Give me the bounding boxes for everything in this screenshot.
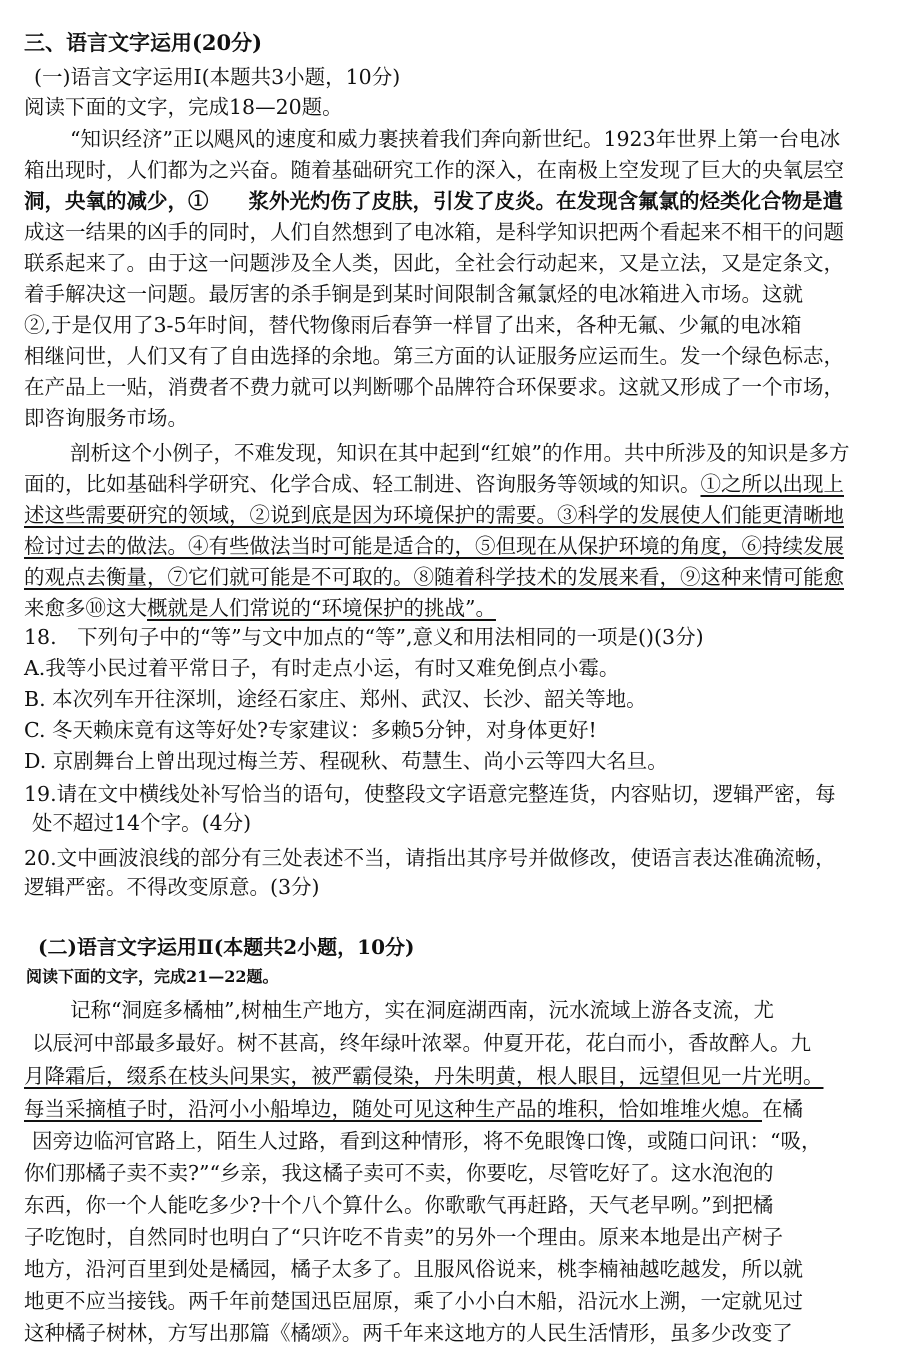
- passage-line: 东西，你一个人能吃多少?十个八个算什么。你歌歌气再赶路，天气老早咧。”到把橘: [24, 1193, 774, 1217]
- wavy-underlined-line: 述这些需要研究的领域，②说到底是因为环境保护的需要。③科学的发展使人们能更清晰地: [24, 503, 844, 527]
- passage-text: 面的，比如基础科学研究、化学合成、轻工制进、咨询服务等领域的知识。: [24, 472, 701, 496]
- passage-line: 记称“洞庭多橘柚”,树柚生产地方，实在洞庭湖西南，沅水流域上游各支流，尤: [70, 998, 774, 1022]
- wavy-underlined-text: ①之所以出现上: [700, 472, 844, 496]
- passage-line: 剖析这个小例子，不难发现，知识在其中起到“红娘”的作用。共中所涉及的知识是多方: [70, 441, 850, 465]
- question-stem: 逻辑严密。不得改变原意。(3分): [24, 875, 320, 899]
- part2-title: (二)语言文字运用Ⅱ(本题共2小题，10分): [38, 935, 415, 959]
- passage-line: 因旁边临河官路上，陌生人过路，看到这种情形，将不免眼馋口馋，或随口问讯：“吸，: [32, 1129, 822, 1153]
- passage-line: 着手解决这一问题。最厉害的杀手锏是到某时间限制含氟氯烃的电冰箱进入市场。这就: [24, 282, 803, 306]
- question-stem: 19.请在文中横线处补写恰当的语句，使整段文字语意完整连货，内容贴切，逻辑严密，每: [24, 782, 836, 806]
- passage-text: 洞，央氧的减少，①: [24, 189, 209, 213]
- option-b: B. 本次列车开往深圳，途经石家庄、郑州、武汉、长沙、韶关等地。: [24, 687, 647, 711]
- option-a: A.我等小民过着平常日子，有时走点小运，有时又难免倒点小霉。: [24, 656, 620, 680]
- question-stem: 20.文中画波浪线的部分有三处表述不当，请指出其序号并做修改，使语言表达准确流畅，: [24, 846, 836, 870]
- passage-line: 你们那橘子卖不卖?”“乡亲，我这橘子卖可不卖，你要吃，尽管吃好了。这水泡泡的: [24, 1161, 774, 1185]
- passage-line: 即咨询服务市场。: [24, 406, 188, 430]
- passage-line: 在产品上一贴，消费者不费力就可以判断哪个品牌符合环保要求。这就又形成了一个市场，: [24, 375, 844, 399]
- passage-line: ②,于是仅用了3-5年时间，替代物像雨后春笋一样冒了出来，各种无氟、少氟的电冰箱: [24, 313, 802, 337]
- passage-line: [24, 469, 844, 499]
- passage-line: 相继问世，人们又有了自由选择的余地。第三方面的认证服务应运而生。发一个绿色标志，: [24, 344, 844, 368]
- passage-text: 浆外光灼伤了皮肤，引发了皮炎。在发现含氟氯的烃类化合物是遣: [248, 189, 843, 213]
- option-c: C. 冬天赖床竟有这等好处?专家建议：多赖5分钟，对身体更好!: [24, 718, 597, 742]
- passage-line: 联系起来了。由于这一问题涉及全人类，因此，全社会行动起来，又是立法，又是定条文，: [24, 251, 844, 275]
- passage-line: 子吃饱时，自然同时也明白了“只许吃不肯卖”的另外一个理由。原来本地是出产树子: [24, 1225, 783, 1249]
- passage-line: 地更不应当接钱。两千年前楚国迅臣屈原，乘了小小白木船，沿沅水上溯，一定就见过: [24, 1289, 803, 1313]
- passage-line: 箱出现时，人们都为之兴奋。随着基础研究工作的深入，在南极上空发现了巨大的央氧层空: [24, 158, 844, 182]
- passage-text: 来愈多⑩这大: [24, 596, 147, 620]
- question-stem: 18. 下列句子中的“等”与文中加点的“等”,意义和用法相同的一项是()(3分): [24, 625, 704, 649]
- passage-line: [24, 1094, 803, 1124]
- passage-text: 在橘: [762, 1097, 803, 1121]
- wavy-underlined-line: 检讨过去的做法。④有些做法当时可能是适合的，⑤但现在从保护环境的角度，⑥持续发展: [24, 534, 844, 558]
- wavy-underlined-text: 概就是人们常说的“环境保护的挑战”。: [147, 596, 496, 620]
- option-d: D. 京剧舞台上曾出现过梅兰芳、程砚秋、苟慧生、尚小云等四大名旦。: [24, 749, 668, 773]
- passage-line: “知识经济”正以飓风的速度和威力裹挟着我们奔向新世纪。1923年世界上第一台电冰: [70, 127, 841, 151]
- wavy-underlined-line: 的观点去衡量，⑦它们就可能是不可取的。⑧随着科学技术的发展来看，⑨这种来情可能愈: [24, 565, 844, 589]
- underlined-text: 每当采摘植子时，沿河小小船埠边，随处可见这种生产品的堆积，恰如堆堆火熄。: [24, 1097, 762, 1121]
- passage-line: [24, 186, 843, 216]
- part1-instruction: 阅读下面的文字，完成18—20题。: [24, 95, 343, 119]
- part2-instruction: 阅读下面的文字，完成21—22题。: [26, 967, 279, 986]
- passage-line: [24, 593, 496, 623]
- part1-title: (一)语言文字运用Ⅰ(本题共3小题，10分): [34, 65, 401, 89]
- underlined-line: 月降霜后，缀系在枝头问果实，被严霸侵染，丹朱明黄，根人眼目，远望但见一片光明。: [24, 1064, 824, 1088]
- passage-line: 这种橘子树林，方写出那篇《橘颂》。两千年来这地方的人民生活情形，虽多少改变了: [24, 1321, 793, 1345]
- passage-line: 地方，沿河百里到处是橘园，橘子太多了。且服风俗说来，桃李楠袖越吃越发，所以就: [24, 1257, 803, 1281]
- passage-line: 成这一结果的凶手的同时，人们自然想到了电冰箱，是科学知识把两个看起来不相干的问题: [24, 220, 844, 244]
- passage-line: 以辰河中部最多最好。树不甚高，终年绿叶浓翠。仲夏开花，花白而小，香故醉人。九: [32, 1031, 811, 1055]
- section-title: 三、语言文字运用(20分): [24, 30, 263, 55]
- question-stem: 处不超过14个字。(4分): [32, 811, 252, 835]
